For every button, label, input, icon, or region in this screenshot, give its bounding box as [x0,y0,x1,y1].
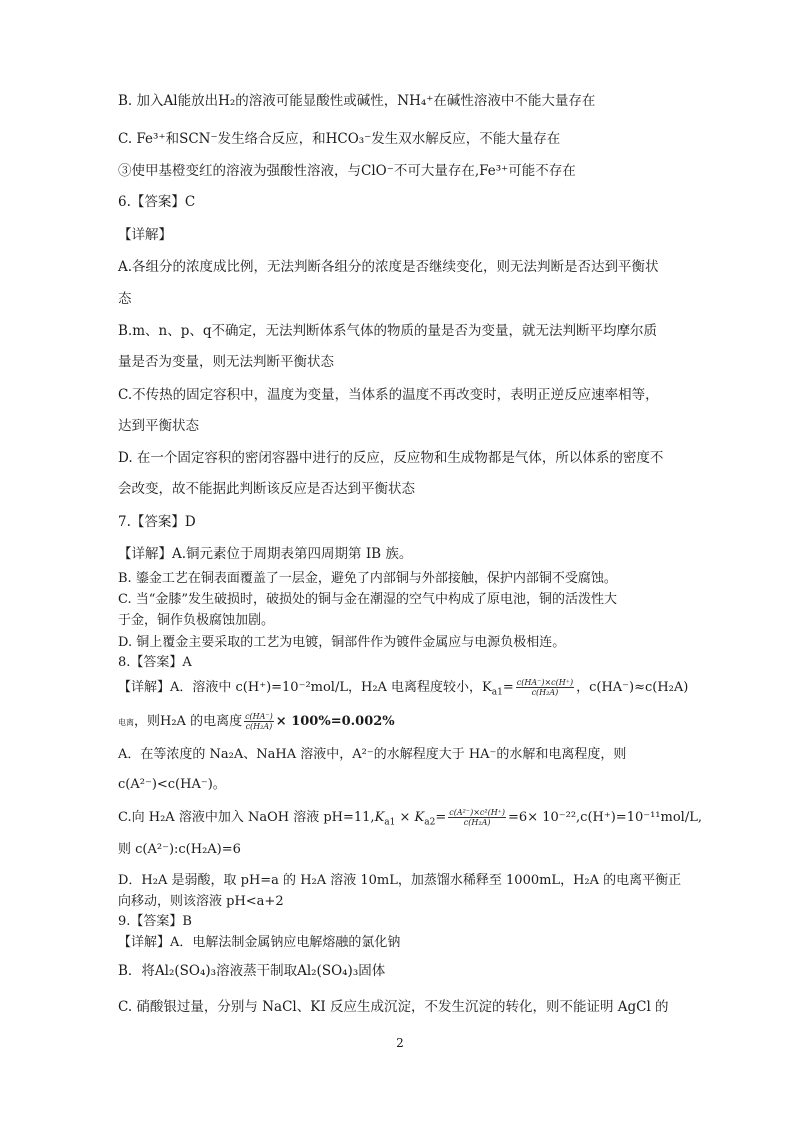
formula-text: K [414,810,425,825]
answer-heading: 8.【答案】A [118,655,192,670]
answer-heading: 7.【答案】D [118,514,196,530]
text-line: C. 当“金膝”发生破损时，破损处的铜与金在潮湿的空气中构成了原电池，铜的活泼性大 [118,592,618,607]
fraction [516,678,574,697]
text-line: D. 铜上覆金主要采取的工艺为电镀，铜部件作为镀件金属应与电源负极相连。 [118,635,566,650]
formula-text: 【详解】A．溶液中 c(H⁺)=10⁻²mol/L，H₂A 电离程度较小，K [118,680,492,695]
formula-line-ionization [118,712,693,732]
formula-line-ka1 [118,678,693,697]
formula-text: × 100%=0.002% [275,714,395,729]
fraction-denominator: c(H₂A) [463,818,491,827]
explanation-heading: 【详解】 [118,227,172,243]
text-line: ③使甲基橙变红的溶液为强酸性溶液，与ClO⁻不可大量存在,Fe³⁺可能不存在 [118,163,576,179]
answer-heading: 9.【答案】B [118,914,192,929]
text-line: B. 加入Al能放出H₂的溶液可能显酸性或碱性，NH₄⁺在碱性溶液中不能大量存在 [118,93,596,109]
text-line: B. 鎏金工艺在铜表面覆盖了一层金，避免了内部铜与外部接触，保护内部铜不受腐蚀。 [118,571,617,586]
text-line: 于金，铜作负极腐蚀加剧。 [118,613,275,628]
formula-text: C.向 H₂A 溶液中加入 NaOH 溶液 pH=11, [118,810,375,825]
formula-line-ka1ka2 [118,808,702,828]
fraction-numerator: c(A²⁻)×c²(H⁺) [449,808,506,817]
text-line: A.各组分的浓度成比例，无法判断各组分的浓度是否继续变化，则无法判断是否达到平衡状 [118,259,659,275]
formula-text: ，则H₂A 的电离度 [134,714,243,729]
page-number: 2 [396,1036,404,1050]
fraction-numerator: c(HA⁻) [245,712,273,721]
text-line: C. Fe³⁺和SCN⁻发生络合反应，和HCO₃⁻发生双水解反应，不能大量存在 [118,131,561,147]
fraction [448,808,506,827]
formula-text: =6× 10⁻²²,c(H⁺)=10⁻¹¹mol/L, [508,810,702,825]
answer-heading: 6.【答案】C [118,194,196,210]
text-line: 会改变，故不能据此判断该反应是否达到平衡状态 [118,481,415,497]
text-line: 态 [118,291,132,307]
small-label: 电离 [118,718,134,727]
fraction-denominator: c(H₂A) [245,722,273,731]
text-line: B.m、n、p、q不确定，无法判断体系气体的物质的量是否为变量，就无法判断平均摩尔质 [118,323,657,339]
text-line: B．将Al₂(SO₄)₃溶液蒸干制取Al₂(SO₄)₃固体 [118,963,386,979]
formula-text: K [374,810,385,825]
text-line: 达到平衡状态 [118,418,199,434]
text-line: 量是否为变量，则无法判断平衡状态 [118,354,334,370]
fraction-denominator: c(H₂A) [531,688,559,697]
text-line: D．H₂A 是弱酸，取 pH=a 的 H₂A 溶液 10mL，加蒸馏水稀释至 1000mL，H₂A 的电离平衡正 [118,873,682,888]
fraction [244,712,274,731]
formula-subscript: a1 [384,817,396,828]
formula-subscript: a1 [491,687,503,698]
formula-text: = [435,810,447,825]
text-line: C. 硝酸银过量，分别与 NaCl、KI 反应生成沉淀，不发生沉淀的转化，则不能证明 AgCl 的 [118,999,669,1015]
text-line: C.不传热的固定容积中，温度为变量，当体系的温度不再改变时，表明正逆反应速率相等， [118,387,659,403]
text-line: A．在等浓度的 Na₂A、NaHA 溶液中，A²⁻的水解程度大于 HA⁻的水解和电离程度，则 [118,747,627,762]
formula-subscript: a2 [424,817,436,828]
text-line: 则 c(A²⁻):c(H₂A)=6 [118,842,241,857]
text-line: 向移动，则该溶液 pH<a+2 [118,894,284,909]
text-line: 【详解】A.铜元素位于周期表第四周期第 IB 族。 [118,546,413,562]
formula-text: × [395,810,415,825]
text-line: 【详解】A．电解法制金属钠应电解熔融的氯化钠 [118,935,401,950]
formula-text: ，c(HA⁻)≈c(H₂A) [576,680,689,695]
text-line: c(A²⁻)<c(HA⁻)。 [118,777,226,792]
fraction-numerator: c(HA⁻)×c(H⁺) [516,678,574,687]
formula-text: = [502,680,514,695]
text-line: D. 在一个固定容积的密闭容器中进行的反应，反应物和生成物都是气体，所以体系的密度不 [118,450,664,466]
